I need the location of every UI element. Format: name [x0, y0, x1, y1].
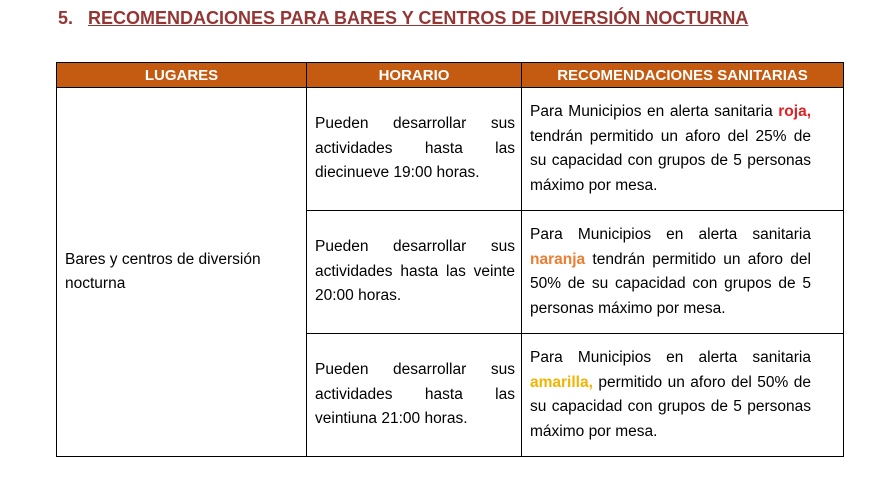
alert-level-red: roja,	[778, 103, 811, 120]
recommendation-text-before: Para Municipios en alerta sanitaria	[530, 103, 779, 120]
place-text: Bares y centros de diversión nocturna	[65, 250, 261, 292]
recommendation-cell	[522, 88, 844, 211]
recommendation-cell	[522, 211, 844, 334]
recommendation-cell	[522, 334, 844, 457]
alert-level-orange: naranja	[530, 250, 586, 268]
section-heading	[58, 8, 748, 29]
alert-level-yellow: amarilla,	[530, 373, 593, 391]
header-recomendaciones: RECOMENDACIONES SANITARIAS	[522, 63, 844, 88]
recommendation-text-before: Para Municipios en alerta sanitaria	[530, 226, 811, 243]
table-row	[57, 88, 844, 211]
horario-cell: Pueden desarrollar sus actividades hasta las veinte 20:00 horas.	[307, 211, 522, 334]
horario-cell: Pueden desarrollar sus actividades hasta las diecinueve 19:00 horas.	[307, 88, 522, 211]
recommendation-text-after: permitido un aforo del 50% de su capacidad con grupos de 5 personas máximo por mesa.	[530, 373, 811, 440]
recommendation-text-after: tendrán permitido un aforo del 25% de su capacidad con grupos de 5 personas máximo por mesa.	[530, 127, 811, 194]
section-number: 5.	[58, 8, 74, 28]
recommendation-text-before: Para Municipios en alerta sanitaria	[530, 349, 811, 366]
place-cell	[57, 88, 307, 457]
header-horario: HORARIO	[307, 63, 522, 88]
table-header-row	[57, 63, 844, 88]
header-lugares: LUGARES	[57, 63, 307, 88]
section-title: RECOMENDACIONES PARA BARES Y CENTROS DE DIVERSIÓN NOCTURNA	[88, 8, 749, 28]
recommendation-text-after: tendrán permitido un aforo del 50% de su capacidad con grupos de 5 personas máximo por mesa.	[530, 250, 811, 317]
recommendations-table	[56, 62, 844, 457]
horario-cell: Pueden desarrollar sus actividades hasta las veintiuna 21:00 horas.	[307, 334, 522, 457]
